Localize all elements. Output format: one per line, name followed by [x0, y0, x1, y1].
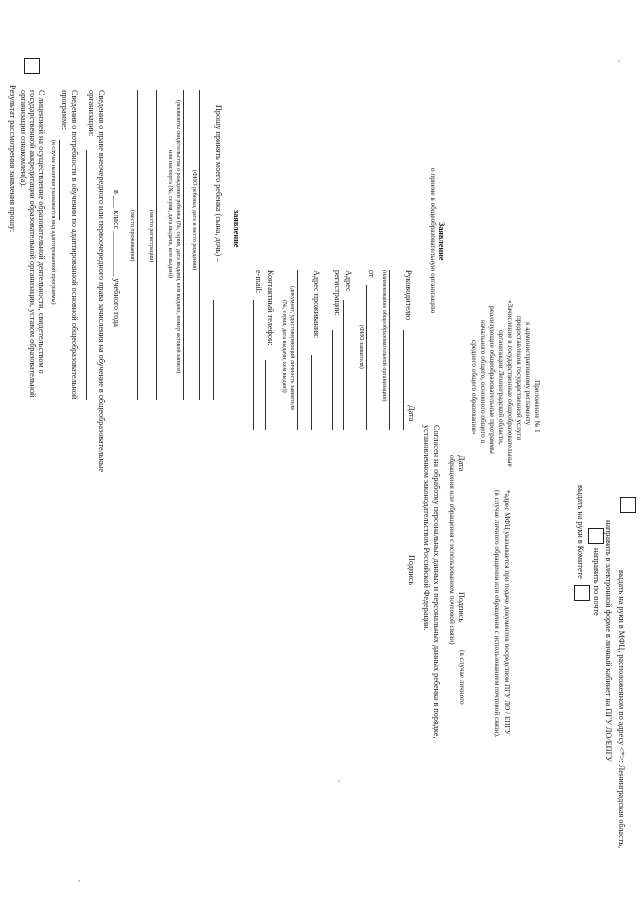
- document-hint-2: (№, серия, дата выдачи, кем выдан)): [281, 300, 287, 393]
- registration-label: регистрации:: [333, 270, 342, 316]
- child-line: [213, 300, 214, 400]
- scan-speck: [618, 60, 620, 62]
- mfc-note-2: (в случае личного обращения или обращения с использованием почтовой связи).: [493, 490, 501, 738]
- residence-line: [311, 355, 312, 430]
- sign-note-2: обращения или обращения с использованием почтовой связи): [448, 455, 456, 645]
- residence-place-hint: (место проживания): [129, 210, 135, 262]
- appendix-text: к административному регламенту: [524, 322, 532, 426]
- signature-label: Подпись: [457, 592, 466, 623]
- special-hint: (в случае наличия указывается вид адаптированной программы): [50, 140, 56, 305]
- familiar-text: С лицензией на осуществление образовательной деятельности, свидетельством о: [37, 90, 46, 374]
- residence-label: Адрес проживания:: [312, 270, 321, 339]
- passport-hint: или паспорта (№, серия, дата выдачи, кем выдан)): [167, 150, 173, 279]
- address-line: [343, 300, 344, 430]
- issue-committee-label: выдать на руки в Комитете: [576, 485, 585, 579]
- priority-text: Сведения о праве внеочередного или первоочередного права зачисления на обучение в общеобразовательные: [97, 90, 106, 473]
- from-label: от: [367, 270, 376, 278]
- class-line: в ___ класс ___________ учебного года: [112, 190, 121, 327]
- child-hint: (ФИО ребенка, дата и место рождения): [191, 170, 197, 271]
- birth-doc-line: [183, 90, 184, 400]
- residence-place-line: [137, 90, 138, 400]
- form-subtitle: о приеме в общеобразовательную организацию: [429, 168, 437, 314]
- signature2-label: Подпись: [407, 555, 416, 586]
- form-title: Заявление: [437, 222, 446, 261]
- main-heading: заявление: [232, 210, 241, 248]
- sign-note: (в случае личного: [458, 650, 466, 705]
- program-label: программе:: [60, 90, 69, 130]
- org-hint: (наименование общеобразовательной организации): [381, 270, 387, 402]
- document-hint: (документ, удостоверяющий личность заявителя: [289, 286, 295, 410]
- fio-line: [366, 285, 367, 430]
- appendix-text: организации Ленинградской области,: [497, 330, 505, 445]
- priority-line: [86, 150, 87, 400]
- mail-label: направить по почте: [592, 548, 601, 616]
- director-label: Руководителю: [404, 270, 413, 320]
- appendix-text: среднего общего образования»: [470, 340, 478, 435]
- appendix-text: реализующие общеобразовательные программы: [488, 306, 496, 454]
- appendix-text: предоставления государственной услуги: [515, 316, 523, 441]
- fio-hint: (ФИО заявителя): [358, 325, 364, 369]
- cabinet-label: направить в электронной форме в личный кабинет на ПГУ ЛО/ЕПГУ: [604, 520, 613, 763]
- cabinet-checkbox[interactable]: [620, 497, 636, 513]
- email-label: e-mail:: [254, 270, 263, 294]
- special-needs-text: Сведения о потребности в обучении по адаптированной основной общеобразовательной: [70, 90, 79, 400]
- consent-text: Согласен на обработку персональных данных и персональных данных ребенка в порядке,: [432, 425, 441, 739]
- org-line: [389, 270, 390, 430]
- child-line-2: [199, 90, 200, 400]
- reg-place-hint: (место регистрации): [148, 210, 154, 263]
- appendix-text: «Зачисление в государственные общеобразовательные: [506, 300, 514, 467]
- document-line: [297, 270, 298, 430]
- delivery-heading: Результат рассмотрения заявления прошу:: [8, 85, 17, 233]
- appendix-number: Приложение № 1: [533, 380, 541, 433]
- familiar-text-2: государственной аккредитации образовательной организации, уставом образовательной: [28, 90, 37, 398]
- program-line: [59, 140, 60, 220]
- mfc-label: выдать на руки в МФЦ, расположенном по адресу <*>: Ленинградская область,: [617, 570, 626, 849]
- phone-label: Контактный телефон:: [266, 270, 275, 346]
- registration-line: [332, 330, 333, 430]
- director-line: [403, 330, 404, 430]
- familiar-text-3: организации ознакомлен(а).: [19, 90, 28, 188]
- date-label: Дата: [457, 455, 466, 472]
- mail-checkbox[interactable]: [588, 528, 604, 544]
- address-label: Адрес: [344, 270, 353, 292]
- issue-committee-checkbox[interactable]: [574, 585, 590, 601]
- scan-speck: [78, 880, 80, 882]
- mfc-note: *адрес МФЦ указывается при подаче документов посредством ПГУ ЛО / ЕПГУ: [503, 490, 511, 735]
- priority-text-2: организации:: [87, 90, 96, 137]
- reg-place-line: [156, 90, 157, 400]
- email-line: [253, 300, 254, 430]
- consent-text-2: установленном законодательством Российской Федерации.: [422, 425, 431, 631]
- mfc-checkbox[interactable]: [24, 58, 40, 74]
- appendix-text: начального общего, основного общего и: [479, 320, 487, 444]
- date2-label: Дата: [407, 405, 416, 422]
- request-text: Прошу принять моего ребенка (сына, дочь) –: [214, 105, 223, 263]
- birth-doc-hint: (реквизиты свидетельства о рождении ребенка (№, серия, дата выдачи, кем выдано, номер актовой записи): [175, 100, 181, 374]
- scan-speck: [338, 780, 340, 782]
- phone-line: [265, 360, 266, 430]
